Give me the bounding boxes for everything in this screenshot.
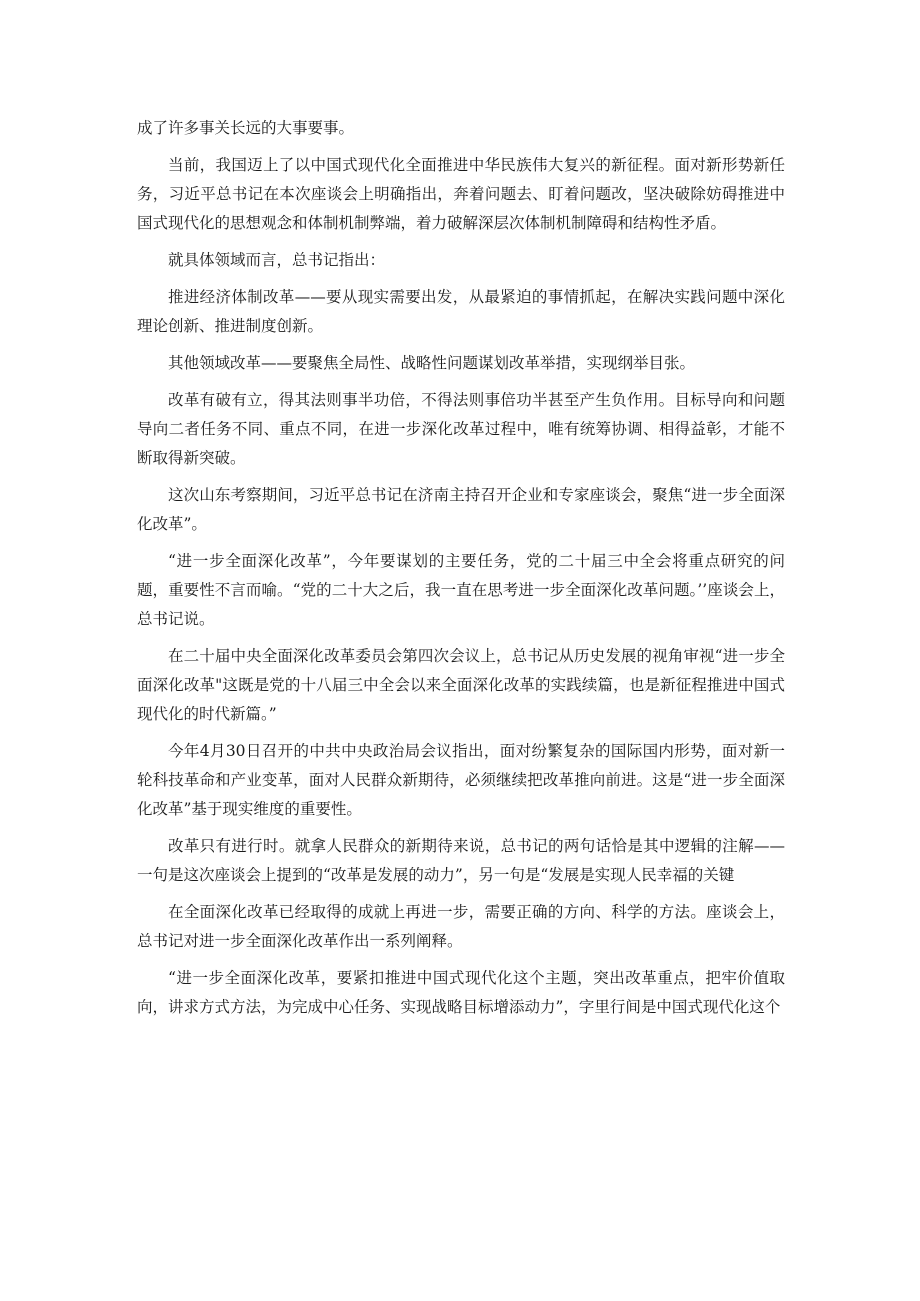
paragraph: 这次山东考察期间，习近平总书记在济南主持召开企业和专家座谈会，聚焦“进一步全面深化改革”。 [137, 486, 785, 533]
paragraph: 改革有破有立，得其法则事半功倍，不得法则事倍功半甚至产生负作用。目标导向和问题导向二者任务不同、重点不同，在进一步深化改革过程中，唯有统筹协调、相得益彰，才能不断取得新突破。 [137, 391, 785, 467]
paragraph: “进一步全面深化改革，要紧扣推进中国式现代化这个主题，突出改革重点，把牢价值取向，讲求方式方法，为完成中心任务、实现战略目标增添动力”，字里行间是中国式现代化这个 [137, 969, 785, 1016]
paragraph: 推进经济体制改革——要从现实需要出发，从最紧迫的事情抓起，在解决实践问题中深化理论创新、推进制度创新。 [137, 288, 785, 335]
paragraph: 在二十届中央全面深化改革委员会第四次会议上，总书记从历史发展的视角审视“进一步全面深化改革"这既是党的十八届三中全会以来全面深化改革的实践续篇，也是新征程推进中国式现代化的时代新篇。” [137, 647, 785, 723]
paragraph: 今年4月30日召开的中共中央政治局会议指出，面对纷繁复杂的国际国内形势，面对新一轮科技革命和产业变革，面对人民群众新期待，必须继续把改革推向前进。这是“进一步全面深化改革”基于现实维度的重要性。 [137, 742, 785, 818]
paragraph: 改革只有进行时。就拿人民群众的新期待来说，总书记的两句话恰是其中逻辑的注解——一句是这次座谈会上提到的“改革是发展的动力”，另一句是“发展是实现人民幸福的关键 [137, 837, 785, 884]
paragraph: 就具体领域而言，总书记指出： [168, 251, 386, 269]
paragraph: 当前，我国迈上了以中国式现代化全面推进中华民族伟大复兴的新征程。面对新形势新任务，习近平总书记在本次座谈会上明确指出，奔着问题去、盯着问题改，坚决破除妨碍推进中国式现代化的思想观念和体制机制弊端，着力破解深层次体制机制障碍和结构性矛盾。 [137, 156, 785, 232]
paragraph-continued: 成了许多事关长远的大事要事。 [137, 119, 355, 137]
paragraph: “进一步全面深化改革”，今年要谋划的主要任务，党的二十届三中全会将重点研究的问题，重要性不言而喻。“党的二十大之后，我一直在思考进一步全面深化改革问题。’’座谈会上，总书记说。 [137, 552, 785, 628]
paragraph: 在全面深化改革已经取得的成就上再进一步，需要正确的方向、科学的方法。座谈会上，总书记对进一步全面深化改革作出一系列阐释。 [137, 903, 785, 950]
paragraph: 其他领域改革——要聚焦全局性、战略性问题谋划改革举措，实现纲举目张。 [168, 354, 696, 372]
document-body [137, 114, 785, 1030]
